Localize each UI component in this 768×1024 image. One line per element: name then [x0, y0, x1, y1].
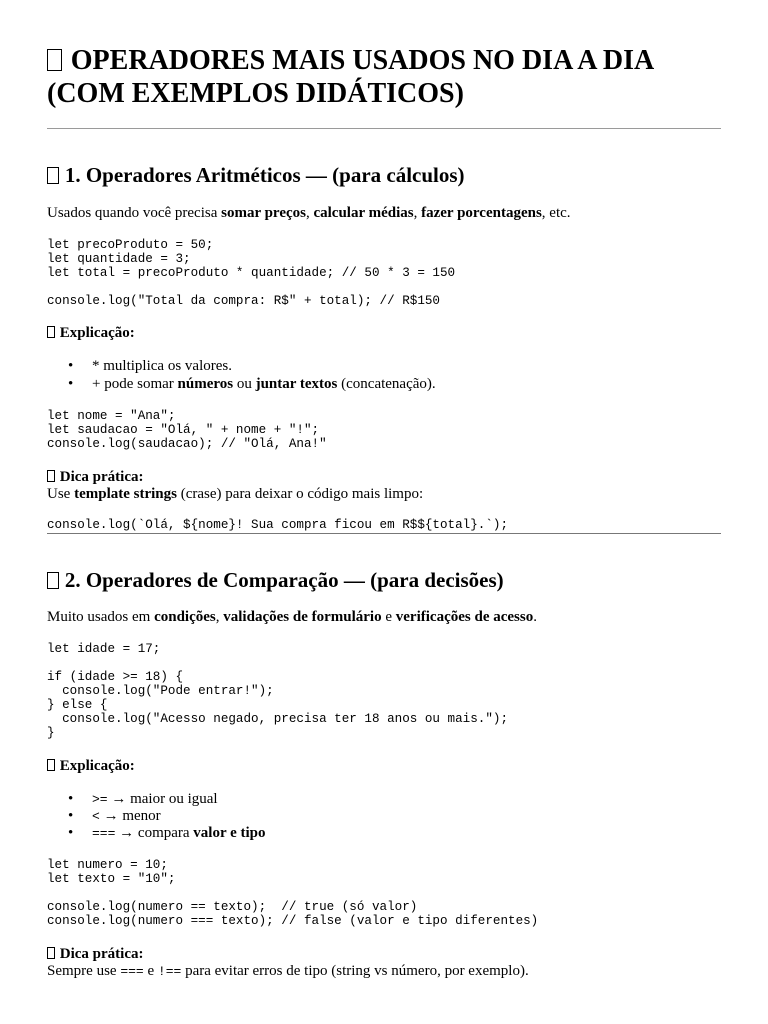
explanation-list	[47, 791, 266, 842]
section-intro: Muito usados em condições, validações de formulário e verificações de acesso.	[47, 609, 537, 625]
tip-label: Dica prática:	[47, 945, 143, 963]
section-heading: 2. Operadores de Comparação — (para decisões)	[47, 567, 504, 593]
emoji-placeholder-icon	[47, 167, 59, 184]
tip-label: Dica prática:	[47, 468, 143, 486]
list-item: • < → menor	[47, 808, 266, 825]
list-item: • + pode somar números ou juntar textos (concatenação).	[47, 375, 436, 393]
emoji-placeholder-icon	[47, 759, 55, 771]
divider	[47, 533, 721, 534]
section-intro: Usados quando você precisa somar preços, calcular médias, fazer porcentagens, etc.	[47, 205, 571, 221]
list-item: • >= → maior ou igual	[47, 791, 266, 808]
code-block: let nome = "Ana"; let saudacao = "Olá, " + nome + "!"; console.log(saudacao); // "Olá, Ana!"	[47, 409, 327, 451]
code-block: let numero = 10; let texto = "10"; console.log(numero == texto); // true (só valor) console.log(numero === texto); // false (valor e tipo diferentes)	[47, 858, 539, 928]
list-item: • === → compara valor e tipo	[47, 825, 266, 842]
emoji-placeholder-icon	[47, 947, 55, 959]
explanation-label: Explicação:	[47, 324, 135, 342]
emoji-placeholder-icon	[47, 470, 55, 482]
emoji-placeholder-icon	[47, 49, 62, 71]
emoji-placeholder-icon	[47, 572, 59, 589]
code-block: console.log(`Olá, ${nome}! Sua compra ficou em R$${total}.`);	[47, 518, 509, 532]
explanation-list	[47, 357, 436, 393]
explanation-label: Explicação:	[47, 757, 135, 775]
tip-text: Sempre use === e !== para evitar erros de tipo (string vs número, por exemplo).	[47, 963, 529, 979]
list-item: • * multiplica os valores.	[47, 357, 436, 375]
tip-text: Use template strings (crase) para deixar o código mais limpo:	[47, 486, 424, 502]
section-heading: 1. Operadores Aritméticos — (para cálculos)	[47, 162, 465, 188]
code-block: let idade = 17; if (idade >= 18) { console.log("Pode entrar!"); } else { console.log("Acesso negado, precisa ter 18 anos ou mais."); }	[47, 642, 509, 740]
emoji-placeholder-icon	[47, 326, 55, 338]
code-block: let precoProduto = 50; let quantidade = 3; let total = precoProduto * quantidade; // 50 * 3 = 150 console.log("Total da compra: R$" + total); // R$150	[47, 238, 456, 308]
divider	[47, 128, 721, 129]
page-title: OPERADORES MAIS USADOS NO DIA A DIA (COM EXEMPLOS DIDÁTICOS)	[47, 45, 655, 109]
